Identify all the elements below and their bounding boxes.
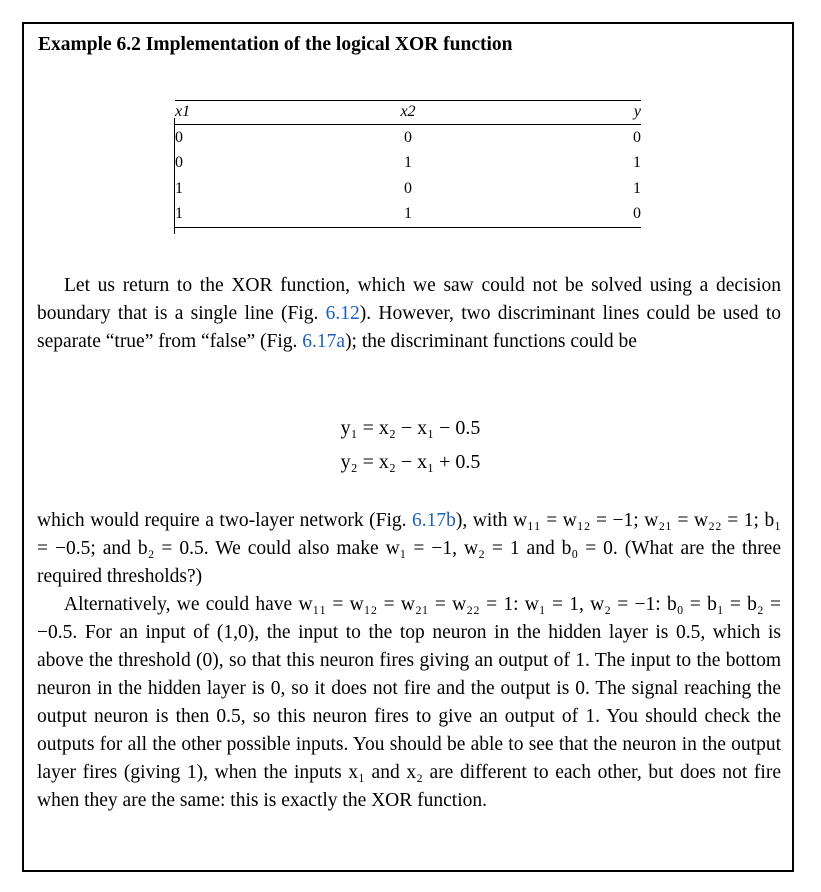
example-title: Example 6.2 Implementation of the logical XOR function	[38, 34, 513, 55]
table-cell: 0	[633, 128, 641, 146]
paragraph-network-part-a: which would require a two-layer network (Fig.	[37, 510, 413, 531]
table-row	[175, 176, 641, 202]
header-x2: x2	[325, 101, 491, 125]
table-row	[175, 202, 641, 228]
table-cell: 1	[325, 202, 491, 228]
table-cell: 1	[633, 179, 641, 197]
table-row	[175, 151, 641, 177]
figure-link-6-17a[interactable]: 6.17a	[302, 331, 346, 352]
table-cell: 1	[633, 154, 641, 172]
table-header-row	[175, 101, 641, 125]
xor-truth-table	[175, 100, 641, 228]
table-cell: 0	[404, 179, 412, 197]
table-cell: 0	[404, 128, 412, 146]
figure-link-6-12[interactable]: 6.12	[325, 303, 360, 324]
table-cell: 1	[175, 202, 325, 228]
paragraph-intro-part-c: ); the discriminant functions could be	[345, 331, 637, 352]
paragraph-intro-part-b: ). However, two discriminant lines could be used to separate “true” from “false” (Fig.	[37, 303, 781, 352]
equation-1	[0, 417, 821, 440]
equation-1-text: y₁ = x₂ − x₁ − 0.5	[340, 417, 481, 439]
paragraph-intro	[37, 272, 781, 356]
figure-link-6-17b[interactable]: 6.17b	[412, 510, 456, 531]
table-cell: 1	[404, 154, 412, 172]
table-row	[175, 125, 641, 151]
paragraph-alternative: Alternatively, we could have w₁₁ = w₁₂ = w₂₁ = w₂₂ = 1: w₁ = 1, w₂ = −1: b₀ = b₁ = b₂ = −0.5. For an input of (1,0), the input to the top neuron in the hidden layer is 0.5, which is above the threshold (0), so that this neuron fires giving an output of 1. The input to the bottom neuron in the hidden layer is 0, so it does not fire and the output is 0. The signal reaching the output neuron is then 0.5, so this neuron fires to give an output of 1. You should check the outputs for all the other possible inputs. You should be able to see that the neuron in the output layer fires (giving 1), when the inputs x₁ and x₂ are different to each other, but does not fire when they are the same: this is exactly the XOR function.	[37, 594, 781, 811]
header-y: y	[491, 101, 641, 125]
table-cell: 0	[175, 154, 183, 172]
table-cell: 0	[175, 128, 183, 146]
equation-2-text: y₂ = x₂ − x₁ + 0.5	[340, 451, 481, 473]
paragraph-network-part-b: ), with w₁₁ = w₁₂ = −1; w₂₁ = w₂₂ = 1; b₁ = −0.5; and b₂ = 0.5. We could also make w₁ = −1, w₂ = 1 and b₀ = 0. (What are the three required thresholds?)	[37, 510, 781, 587]
paragraph-intro-part-a: Let us return to the XOR function, which we saw could not be solved using a decision boundary that is a single line (Fig.	[37, 275, 781, 324]
paragraph-network	[37, 507, 781, 591]
header-x1: x1	[175, 101, 325, 125]
equation-2	[0, 451, 821, 474]
table-cell: 0	[491, 202, 641, 228]
table-cell: 1	[175, 179, 183, 197]
